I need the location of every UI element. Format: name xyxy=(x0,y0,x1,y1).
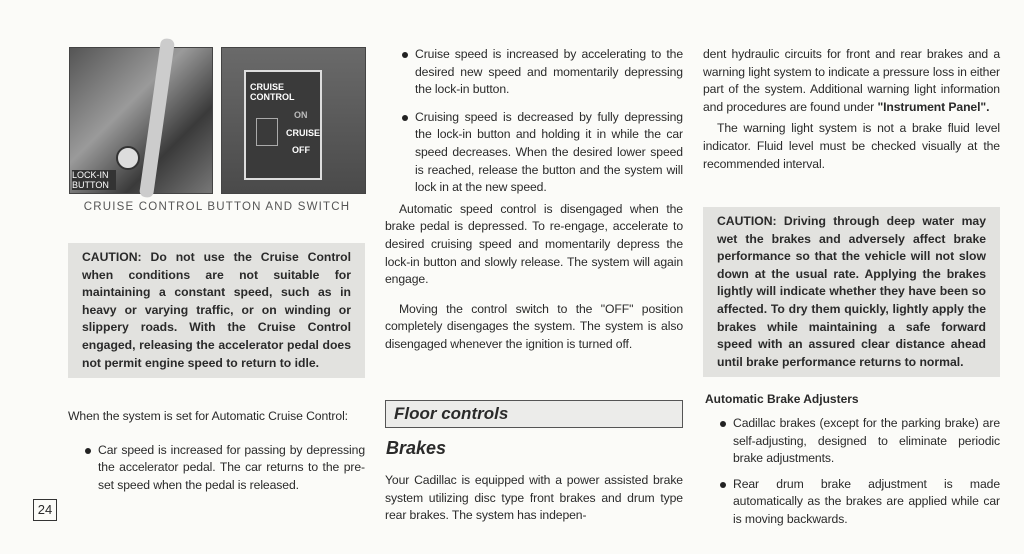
switch-panel xyxy=(244,70,322,180)
lock-in-button-knob xyxy=(116,146,140,170)
switch-on-label: ON xyxy=(294,110,308,120)
page-number: 24 xyxy=(33,499,57,521)
lock-in-button-photo xyxy=(69,47,213,194)
brake-adjusters-list xyxy=(703,415,1000,529)
bullet-rear-drum: Rear drum brake adjustment is made automatically as the brakes are applied while car is moving backwards. xyxy=(717,476,1000,529)
instrument-panel-reference: "Instrument Panel". xyxy=(877,99,990,114)
switch-title: CRUISE CONTROL xyxy=(250,82,295,102)
water-caution-box: CAUTION: Driving through deep water may wet the brakes and adversely affect brake performance so that the vehicle will not slow down at the usual rate. Applying the brakes lightly will indicate whether they have been so affected. To dry them quickly, lightly apply the brakes while maintaining a safe forward speed with an assured clear distance ahead until brake performance returns to normal. xyxy=(703,207,1000,377)
bullet-decrease-speed: Cruising speed is decreased by fully depressing the lock-in button and holding it in while the car speed decreases. When the desired lower speed is reached, release the button and the system will lock in at the new speed. xyxy=(399,109,683,197)
col2-text xyxy=(385,46,683,354)
brakes-intro xyxy=(385,472,683,525)
disengage-paragraph: Automatic speed control is disengaged when the brake pedal is depressed. To re-engage, accelerate to desired cruising speed and momentarily depress the lock-in button and slowly release. The system will again engage. xyxy=(385,201,683,287)
col3-text xyxy=(703,46,1000,173)
floor-controls-section-title: Floor controls xyxy=(385,400,683,428)
switch-off-label: OFF xyxy=(292,145,310,155)
brakes-heading: Brakes xyxy=(386,438,447,458)
col1-text xyxy=(68,408,365,494)
lock-in-label: LOCK-IN BUTTON xyxy=(72,170,116,190)
switch-toggle xyxy=(256,118,278,146)
cruise-caution-box: CAUTION: Do not use the Cruise Control when conditions are not suitable for maintaining a constant speed, such as in heavy or varying traffic, or on winding or slippery roads. With the Cruise Control engaged, releasing the accelerator pedal does not permit engine speed to return to idle. xyxy=(68,243,365,378)
off-switch-paragraph: Moving the control switch to the "OFF" position completely disengages the system. The system is also disengaged whenever the ignition is turned off. xyxy=(385,301,683,351)
auto-cruise-intro: When the system is set for Automatic Cruise Control: xyxy=(68,409,348,423)
cruise-switch-photo xyxy=(221,47,366,194)
steering-wheel-rim xyxy=(139,38,175,198)
brake-adjusters-subheading: Automatic Brake Adjusters xyxy=(705,392,859,406)
bullet-increase-speed: Cruise speed is increased by accelerating to the desired new speed and momentarily depressing the lock-in button. xyxy=(399,46,683,99)
warning-light-paragraph: The warning light system is not a brake fluid level indicator. Fluid level must be checked visually at the recommended interval. xyxy=(703,121,1000,171)
hydraulic-paragraph xyxy=(703,46,1000,116)
bullet-self-adjusting: Cadillac brakes (except for the parking brake) are self-adjusting, designed to eliminate periodic brake adjustments. xyxy=(717,415,1000,468)
brakes-intro-paragraph: Your Cadillac is equipped with a power assisted brake system utilizing disc type front brakes and drum type rear brakes. The system has indepen- xyxy=(385,473,683,523)
bullet-passing: Car speed is increased for passing by depressing the accelerator pedal. The car returns to the pre-set speed when the pedal is released. xyxy=(82,442,365,495)
figure-caption: CRUISE CONTROL BUTTON AND SWITCH xyxy=(83,201,351,213)
switch-cruise-label: CRUISE xyxy=(286,128,321,138)
hydraulic-text: dent hydraulic circuits for front and rear brakes and a warning light system to indicate a pressure loss in either part of the system. Additional warning light information and procedures are found under xyxy=(703,47,1000,114)
